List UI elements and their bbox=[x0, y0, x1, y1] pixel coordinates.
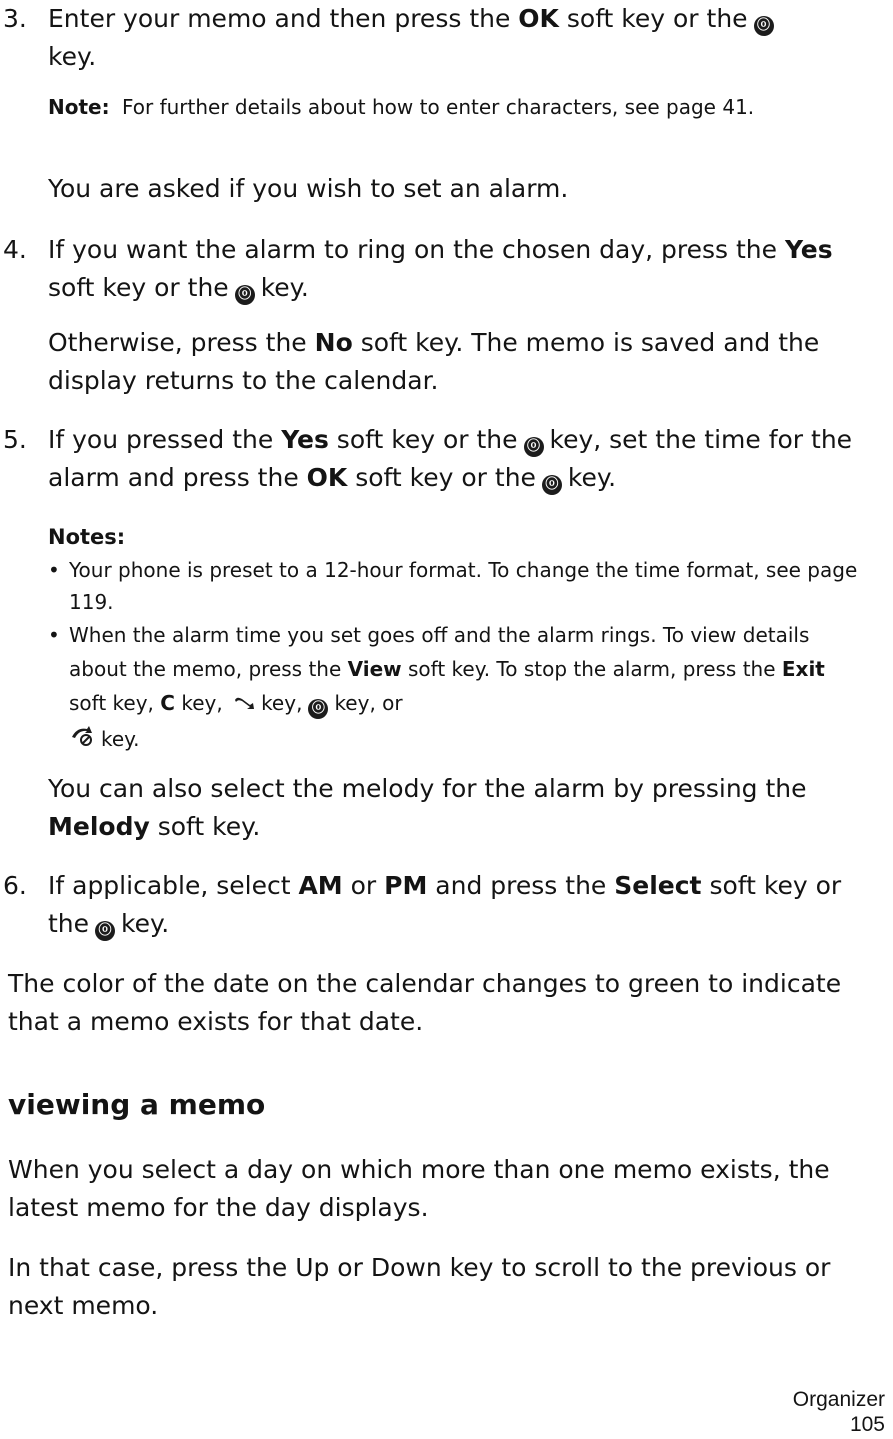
ok-softkey-label: OK bbox=[306, 463, 348, 492]
step-text-part: If you want the alarm to ring on the chosen day, press the bbox=[48, 235, 785, 264]
yes-softkey-label: Yes bbox=[281, 425, 329, 454]
step-number: 4. bbox=[3, 235, 27, 264]
bullet-text: When the alarm time you set goes off and the alarm rings. To view details about the memo, press the bbox=[69, 623, 810, 681]
step-5-followup bbox=[48, 770, 883, 846]
step-text-part: soft key or the bbox=[48, 273, 229, 302]
ok-key-icon: ⓞ bbox=[95, 921, 115, 941]
pm-option-label: PM bbox=[384, 871, 428, 900]
ok-key-icon: ⓞ bbox=[542, 475, 562, 495]
step-text-part: or bbox=[342, 871, 385, 900]
ok-softkey-label: OK bbox=[518, 4, 559, 33]
step-text-part: Enter your memo and then press the bbox=[48, 4, 519, 33]
end-key-icon bbox=[233, 688, 257, 722]
notes-block bbox=[48, 522, 868, 757]
step-number: 5. bbox=[3, 425, 27, 454]
notes-label: Notes: bbox=[48, 525, 126, 549]
step-text bbox=[48, 231, 883, 307]
step-text-part: If you pressed the bbox=[48, 425, 282, 454]
step-text-part: If applicable, select bbox=[48, 871, 299, 900]
footer-chapter: Organizer bbox=[792, 1388, 885, 1411]
ok-key-icon: ⓞ bbox=[308, 699, 328, 719]
step-text bbox=[48, 421, 883, 497]
step-number: 3. bbox=[3, 4, 27, 33]
bullet-text: key, bbox=[174, 691, 223, 715]
step-text-part: key. bbox=[567, 463, 617, 492]
send-key-icon bbox=[69, 723, 97, 757]
ok-key-icon: ⓞ bbox=[524, 437, 544, 457]
para-text-part: Otherwise, press the bbox=[48, 328, 315, 357]
step-6 bbox=[3, 867, 883, 943]
step-text-part: key. bbox=[48, 42, 97, 71]
step-text-part: key. bbox=[260, 273, 309, 302]
step-3 bbox=[3, 0, 883, 76]
step-5 bbox=[3, 421, 883, 497]
note-label: Note: bbox=[48, 95, 110, 119]
exit-softkey-label: Exit bbox=[781, 657, 825, 681]
step-text-part: soft key or the bbox=[328, 425, 518, 454]
para-text-part: soft key. The memo is saved and the display returns to the calendar. bbox=[48, 328, 820, 395]
para-text-part: soft key. bbox=[149, 812, 261, 841]
step-text-part: key. bbox=[121, 909, 170, 938]
step-4-otherwise bbox=[48, 324, 883, 400]
view-softkey-label: View bbox=[347, 657, 402, 681]
note-bullet bbox=[48, 554, 868, 618]
melody-softkey-label: Melody bbox=[48, 812, 150, 841]
step-number: 6. bbox=[3, 871, 27, 900]
step-text bbox=[48, 0, 883, 76]
step-3-followup: You are asked if you wish to set an alarm. bbox=[48, 174, 569, 203]
bullet-text: Your phone is preset to a 12-hour format. To change the time format, see page 119. bbox=[69, 558, 858, 614]
footer-page-number: 105 bbox=[849, 1413, 885, 1436]
ok-key-icon: ⓞ bbox=[754, 16, 774, 36]
ok-key-icon: ⓞ bbox=[235, 285, 255, 305]
para-text-part: You can also select the melody for the alarm by pressing the bbox=[48, 774, 807, 803]
step-text-part: soft key or the bbox=[48, 871, 842, 938]
yes-softkey-label: Yes bbox=[784, 235, 833, 264]
bullet-text: key, or bbox=[334, 691, 403, 715]
step-text-part: soft key or the bbox=[558, 4, 748, 33]
select-softkey-label: Select bbox=[614, 871, 702, 900]
step-text-part: soft key or the bbox=[347, 463, 536, 492]
section-paragraph-1: When you select a day on which more than one memo exists, the latest memo for the day displays. bbox=[8, 1155, 830, 1222]
section-paragraph-2: In that case, press the Up or Down key to scroll to the previous or next memo. bbox=[8, 1253, 831, 1320]
closing-paragraph: The color of the date on the calendar changes to green to indicate that a memo exists for that date. bbox=[8, 969, 842, 1036]
step-text bbox=[48, 867, 883, 943]
step-text-part: and press the bbox=[427, 871, 615, 900]
c-key-label: C bbox=[160, 691, 175, 715]
no-softkey-label: No bbox=[314, 328, 353, 357]
bullet-text: soft key. To stop the alarm, press the bbox=[401, 657, 782, 681]
note-text: For further details about how to enter characters, see page 41. bbox=[121, 95, 755, 119]
am-option-label: AM bbox=[298, 871, 343, 900]
note bbox=[48, 92, 848, 122]
bullet-text: soft key, bbox=[69, 691, 161, 715]
bullet-text: key. bbox=[101, 726, 140, 751]
bullet-text: key, bbox=[261, 691, 303, 715]
note-bullet bbox=[48, 618, 868, 757]
step-text-part: key, set the time for the alarm and press the bbox=[48, 425, 853, 492]
section-heading: viewing a memo bbox=[8, 1088, 266, 1121]
step-4 bbox=[3, 231, 883, 307]
